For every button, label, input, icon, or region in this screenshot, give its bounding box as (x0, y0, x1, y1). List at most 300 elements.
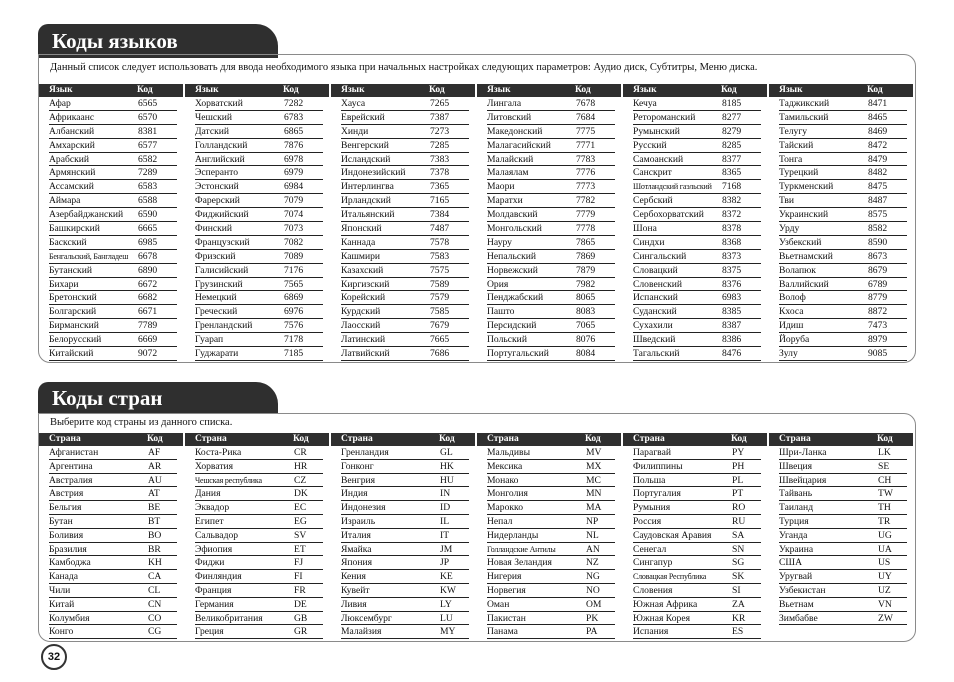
entry-name: Филиппины (633, 460, 683, 472)
table-row (341, 278, 469, 292)
table-row (341, 446, 469, 460)
column-header (623, 84, 767, 97)
table-row (779, 460, 907, 474)
entry-code: GR (294, 626, 308, 638)
table-row (341, 291, 469, 305)
table-row (779, 305, 907, 319)
table-row (341, 208, 469, 222)
header-name: Страна (49, 434, 81, 444)
entry-code: 7074 (284, 209, 304, 221)
entry-name: Монгольский (487, 223, 542, 235)
entry-code: 7679 (430, 320, 450, 332)
entry-code: MA (586, 502, 602, 514)
entry-name: Кувейт (341, 584, 370, 596)
entry-code: JP (440, 557, 450, 569)
entry-code: ZW (878, 612, 893, 624)
entry-code: PH (732, 460, 745, 472)
table-row (195, 291, 323, 305)
code-column (623, 84, 769, 361)
header-code: Код (575, 85, 591, 95)
header-code: Код (429, 85, 445, 95)
entry-code: BT (148, 515, 161, 527)
entry-name: Сингальский (633, 250, 687, 262)
entry-code: 7876 (284, 139, 304, 151)
entry-name: Египет (195, 515, 224, 527)
entry-code: 6577 (138, 139, 158, 151)
entry-name: Непал (487, 515, 513, 527)
entry-code: LU (440, 612, 453, 624)
table-row (49, 236, 177, 250)
table-row (49, 319, 177, 333)
table-row (341, 474, 469, 488)
table-row (487, 598, 615, 612)
entry-code: 6671 (138, 306, 158, 318)
entry-code: US (878, 557, 891, 569)
table-row (779, 166, 907, 180)
entry-code: 8679 (868, 264, 888, 276)
entry-code: AR (148, 460, 162, 472)
entry-code: 8084 (576, 348, 596, 360)
table-row (195, 543, 323, 557)
entry-name: Сальвадор (195, 529, 239, 541)
entry-name: Польша (633, 474, 666, 486)
entry-code: 7575 (430, 264, 450, 276)
entry-code: DK (294, 488, 308, 500)
entry-name: Латвийский (341, 348, 390, 360)
entry-code: 7865 (576, 236, 596, 248)
entry-code: AT (148, 488, 160, 500)
table-row (195, 278, 323, 292)
code-column (185, 84, 331, 361)
table-row (633, 501, 761, 515)
entry-code: 6976 (284, 306, 304, 318)
entry-name: Маори (487, 181, 515, 193)
entry-name: Люксембург (341, 612, 392, 624)
entry-code: 6869 (284, 292, 304, 304)
entry-name: Туркменский (779, 181, 834, 193)
entry-name: Малаялам (487, 167, 529, 179)
entry-name: Корейский (341, 292, 386, 304)
table-row (487, 180, 615, 194)
entry-code: 7378 (430, 167, 450, 179)
table-row (195, 570, 323, 584)
entry-name: Датский (195, 125, 230, 137)
entry-code: 8479 (868, 153, 888, 165)
entry-name: Эфиопия (195, 543, 233, 555)
header-code: Код (147, 434, 163, 444)
table-row (487, 153, 615, 167)
entry-name: Баскский (49, 236, 87, 248)
entry-name: Голландские Антилы (487, 544, 556, 554)
table-row (195, 250, 323, 264)
entry-code: BE (148, 502, 161, 514)
table-row (633, 487, 761, 501)
entry-name: Киргизский (341, 278, 390, 290)
entry-name: Волапюк (779, 264, 816, 276)
entry-code: CH (878, 474, 892, 486)
entry-name: Словацкая Республика (633, 572, 707, 582)
table-row (487, 584, 615, 598)
table-row (779, 529, 907, 543)
entry-name: Каннада (341, 236, 376, 248)
table-row (779, 584, 907, 598)
column-header (769, 84, 913, 97)
entry-code: TR (878, 515, 891, 527)
table-row (633, 208, 761, 222)
entry-code: MY (440, 626, 456, 638)
entry-code: FJ (294, 557, 304, 569)
entry-name: Кения (341, 571, 366, 583)
table-row (779, 515, 907, 529)
entry-code: 7684 (576, 111, 596, 123)
table-row (341, 125, 469, 139)
table-row (633, 446, 761, 460)
entry-code: 7982 (576, 278, 596, 290)
entry-name: Великобритания (195, 612, 263, 624)
entry-name: Южная Африка (633, 598, 698, 610)
table-row (487, 460, 615, 474)
table-row (487, 474, 615, 488)
entry-code: 6985 (138, 236, 158, 248)
entry-name: Финский (195, 223, 233, 235)
entry-name: Непальский (487, 250, 537, 262)
table-row (341, 556, 469, 570)
entry-name: Уругвай (779, 571, 813, 583)
entry-name: Фиджийский (195, 209, 249, 221)
table-row (49, 515, 177, 529)
entry-name: Валлийский (779, 278, 829, 290)
entry-name: Таджикский (779, 98, 830, 109)
table-row (341, 501, 469, 515)
table-row (195, 125, 323, 139)
entry-name: Тви (779, 195, 795, 207)
table-row (633, 347, 761, 361)
entry-name: Оман (487, 598, 510, 610)
table-row (779, 180, 907, 194)
entry-name: Индонезия (341, 502, 386, 514)
entry-code: 7273 (430, 125, 450, 137)
entry-code: 6582 (138, 153, 158, 165)
entry-code: ZA (732, 598, 745, 610)
table-row (195, 333, 323, 347)
header-name: Язык (487, 85, 511, 95)
table-row (195, 556, 323, 570)
table-row (49, 111, 177, 125)
entry-code: PK (586, 612, 599, 624)
entry-name: Таиланд (779, 502, 814, 514)
entry-code: 7185 (284, 348, 304, 360)
table-row (341, 139, 469, 153)
entry-name: Швейцария (779, 474, 827, 486)
entry-code: CZ (294, 474, 307, 486)
table-row (195, 347, 323, 361)
header-name: Страна (779, 434, 811, 444)
entry-code: 8375 (722, 264, 742, 276)
entry-code: 8469 (868, 125, 888, 137)
entry-name: Курдский (341, 306, 381, 318)
table-row (195, 487, 323, 501)
entry-code: 8979 (868, 334, 888, 346)
entry-name: Гренландия (341, 447, 389, 458)
entry-code: 7387 (430, 111, 450, 123)
entry-name: Малайзия (341, 626, 382, 638)
table-row (341, 584, 469, 598)
table-row (779, 111, 907, 125)
table-row (341, 194, 469, 208)
table-row (341, 625, 469, 639)
table-row (341, 250, 469, 264)
entry-name: Амхарский (49, 139, 95, 151)
entry-code: NO (586, 584, 600, 596)
header-code: Код (293, 434, 309, 444)
entry-code: 7585 (430, 306, 450, 318)
entry-code: CA (148, 571, 162, 583)
table-row (779, 598, 907, 612)
entry-name: Армянский (49, 167, 96, 179)
table-row (49, 125, 177, 139)
entry-code: 8472 (868, 139, 888, 151)
entry-name: Кхоса (779, 306, 804, 318)
entry-code: SE (878, 460, 890, 472)
entry-name: Парагвай (633, 447, 671, 458)
entry-name: Украина (779, 543, 814, 555)
table-row (49, 250, 177, 264)
table-row (195, 236, 323, 250)
table-row (487, 543, 615, 557)
entry-code: UA (878, 543, 892, 555)
entry-name: США (779, 557, 803, 569)
entry-name: Австралия (49, 474, 93, 486)
entry-code: 8279 (722, 125, 742, 137)
entry-name: Эсперанто (195, 167, 239, 179)
table-row (341, 460, 469, 474)
table-row (487, 166, 615, 180)
entry-name: Гуджарати (195, 348, 239, 360)
entry-name: Израиль (341, 515, 376, 527)
entry-name: Греция (195, 626, 224, 638)
entry-name: Индия (341, 488, 368, 500)
entry-code: FR (294, 584, 306, 596)
entry-code: 8376 (722, 278, 742, 290)
table-row (195, 446, 323, 460)
entry-code: 8382 (722, 195, 742, 207)
language-codes-panel (38, 54, 916, 363)
entry-code: ET (294, 543, 306, 555)
entry-name: Малайский (487, 153, 534, 165)
entry-code: 7487 (430, 223, 450, 235)
entry-code: 7776 (576, 167, 596, 179)
entry-code: 6665 (138, 223, 158, 235)
header-name: Язык (195, 85, 219, 95)
entry-code: BR (148, 543, 161, 555)
header-code: Код (877, 434, 893, 444)
entry-code: JM (440, 543, 453, 555)
entry-name: Гонконг (341, 460, 374, 472)
table-row (633, 598, 761, 612)
entry-name: Марокко (487, 502, 524, 514)
entry-code: 8378 (722, 223, 742, 235)
table-row (633, 278, 761, 292)
table-row (779, 556, 907, 570)
table-row (341, 612, 469, 626)
table-row (779, 264, 907, 278)
code-column (331, 84, 477, 361)
entry-code: SG (732, 557, 745, 569)
table-row (195, 515, 323, 529)
table-row (341, 153, 469, 167)
entry-code: GL (440, 447, 453, 458)
entry-name: Китайский (49, 348, 94, 360)
table-row (487, 446, 615, 460)
entry-code: 8582 (868, 223, 888, 235)
table-row (633, 111, 761, 125)
entry-code: MX (586, 460, 602, 472)
entry-code: 9085 (868, 348, 888, 360)
table-row (779, 222, 907, 236)
table-row (633, 460, 761, 474)
table-row (195, 208, 323, 222)
table-row (779, 543, 907, 557)
column-header (39, 84, 183, 97)
entry-name: Китай (49, 598, 75, 610)
entry-code: CR (294, 447, 307, 458)
table-row (195, 501, 323, 515)
entry-name: Турецкий (779, 167, 819, 179)
entry-code: SV (294, 529, 307, 541)
entry-name: Монако (487, 474, 519, 486)
table-row (779, 97, 907, 111)
table-row (49, 347, 177, 361)
entry-name: Пакистан (487, 612, 526, 624)
entry-code: 7578 (430, 236, 450, 248)
entry-name: Белорусский (49, 334, 102, 346)
entry-name: Русский (633, 139, 667, 151)
entry-code: CO (148, 612, 162, 624)
table-row (633, 474, 761, 488)
entry-name: Латинский (341, 334, 386, 346)
entry-name: Хорватия (195, 460, 234, 472)
entry-name: Швеция (779, 460, 813, 472)
entry-name: Бутанский (49, 264, 92, 276)
table-row (195, 153, 323, 167)
entry-code: 6890 (138, 264, 158, 276)
entry-name: Аймара (49, 195, 81, 207)
entry-code: PY (732, 447, 745, 458)
table-row (487, 501, 615, 515)
entry-name: Индонезийский (341, 167, 406, 179)
table-row (49, 598, 177, 612)
table-row (49, 501, 177, 515)
table-row (49, 474, 177, 488)
table-row (341, 529, 469, 543)
table-row (195, 139, 323, 153)
table-row (779, 319, 907, 333)
entry-name: Украинский (779, 209, 829, 221)
table-row (195, 194, 323, 208)
entry-code: PL (732, 474, 744, 486)
entry-name: Тонга (779, 153, 803, 165)
entry-code: 7365 (430, 181, 450, 193)
entry-code: IN (440, 488, 451, 500)
entry-name: Боливия (49, 529, 84, 541)
header-code: Код (585, 434, 601, 444)
table-row (633, 570, 761, 584)
entry-code: 7771 (576, 139, 596, 151)
entry-name: Азербайджанский (49, 209, 124, 221)
table-row (341, 515, 469, 529)
column-header (331, 84, 475, 97)
country-codes-title: Коды стран (38, 382, 278, 414)
entry-name: Бутан (49, 515, 73, 527)
table-row (633, 97, 761, 111)
entry-name: Урду (779, 223, 800, 235)
header-code: Код (283, 85, 299, 95)
entry-name: Лингала (487, 98, 522, 109)
table-row (49, 291, 177, 305)
table-row (487, 278, 615, 292)
entry-code: PT (732, 488, 744, 500)
table-row (195, 264, 323, 278)
table-row (341, 570, 469, 584)
entry-code: 7773 (576, 181, 596, 193)
table-row (487, 515, 615, 529)
table-row (633, 139, 761, 153)
country-codes-panel (38, 413, 916, 642)
entry-name: Ямайка (341, 543, 372, 555)
table-row (341, 180, 469, 194)
language-codes-table (39, 84, 915, 361)
entry-code: 8482 (868, 167, 888, 179)
table-row (49, 487, 177, 501)
entry-name: Словения (633, 584, 673, 596)
table-row (487, 347, 615, 361)
table-row (779, 446, 907, 460)
entry-name: Английский (195, 153, 245, 165)
entry-code: RO (732, 502, 746, 514)
table-row (633, 236, 761, 250)
country-codes-description: Выберите код страны из данного списка. (50, 417, 233, 428)
entry-name: Бенгальский, Бангладеш (49, 251, 129, 261)
entry-code: 8083 (576, 306, 596, 318)
entry-code: HK (440, 460, 454, 472)
entry-code: SK (732, 571, 745, 583)
header-name: Язык (341, 85, 365, 95)
entry-code: 7565 (284, 278, 304, 290)
entry-code: HR (294, 460, 308, 472)
header-code: Код (731, 434, 747, 444)
entry-name: Немецкий (195, 292, 237, 304)
entry-name: Башкирский (49, 223, 100, 235)
table-row (487, 333, 615, 347)
entry-name: Еврейский (341, 111, 385, 123)
entry-code: IT (440, 529, 450, 541)
table-row (633, 250, 761, 264)
entry-code: ES (732, 626, 744, 638)
table-row (49, 305, 177, 319)
table-row (195, 319, 323, 333)
entry-name: Тагальский (633, 348, 680, 360)
entry-code: 6588 (138, 195, 158, 207)
table-row (195, 598, 323, 612)
entry-name: Сенегал (633, 543, 667, 555)
table-row (633, 625, 761, 639)
entry-code: 7583 (430, 250, 450, 262)
entry-code: 7678 (576, 98, 596, 109)
entry-code: 8373 (722, 250, 742, 262)
entry-code: 8368 (722, 236, 742, 248)
entry-name: Тайвань (779, 488, 813, 500)
entry-name: Конго (49, 626, 74, 638)
